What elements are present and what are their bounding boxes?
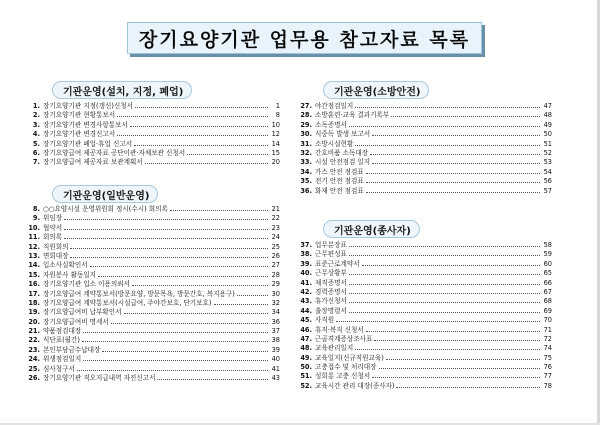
- toc-item-page: 15: [271, 148, 280, 157]
- toc-item-page: 59: [543, 250, 552, 259]
- toc-item-title: 시설 안전점검 일지: [315, 158, 371, 167]
- toc-item-number: 24.: [28, 355, 40, 364]
- toc-item-page: 39: [271, 345, 280, 354]
- toc-item-page: 71: [543, 325, 552, 334]
- toc-item: [297, 288, 552, 297]
- dot-leader: [372, 131, 540, 136]
- toc-item: [25, 261, 280, 270]
- toc-item: [25, 102, 280, 111]
- toc-item-page: 69: [543, 306, 552, 315]
- toc-item-page: 70: [543, 316, 552, 325]
- toc-item-title: 소방훈련·교육 결과기록부: [315, 111, 390, 120]
- toc-item: [297, 140, 552, 149]
- toc-item-title: 소독증명서: [315, 120, 347, 129]
- toc-item-number: 11.: [28, 233, 40, 242]
- toc-item-title: 장기요양급여 계약통보서(방문요양, 방문목욕, 방문간호, 복지용구): [43, 289, 235, 298]
- toc-item: [297, 354, 552, 363]
- toc-item-number: 26.: [28, 374, 40, 383]
- toc-item-title: 장기요양기관 폐업·휴업 신고서: [43, 139, 133, 148]
- dot-leader: [349, 289, 540, 294]
- toc-item-number: 35.: [300, 177, 312, 186]
- toc-item-page: 49: [543, 120, 552, 129]
- dot-leader: [379, 364, 540, 369]
- toc-item-number: 13.: [28, 251, 40, 260]
- toc-item-page: 76: [543, 363, 552, 372]
- toc-item: [25, 336, 280, 345]
- toc-item-title: 장기요양급여 계약통보서(시설급여, 주야간보호, 단기보호): [43, 298, 212, 307]
- toc-item: [25, 374, 280, 383]
- toc-item-page: 37: [271, 327, 280, 336]
- toc-item-title: 약품점검대장: [43, 327, 82, 336]
- toc-item-page: 65: [543, 269, 552, 278]
- toc-item-number: 14.: [28, 261, 40, 270]
- toc-item-page: 72: [543, 334, 552, 343]
- dot-leader: [355, 345, 540, 350]
- toc-item-title: 식중독 발생 보고서: [315, 130, 371, 139]
- toc-item-title: 장기요양기관 지정(갱신)신청서: [43, 102, 134, 110]
- toc-item: [297, 121, 552, 130]
- toc-item-page: 77: [543, 372, 552, 381]
- toc-list-general-operation: [25, 205, 280, 383]
- toc-item-title: 휴가신청서: [315, 297, 347, 306]
- toc-item-number: 45.: [300, 316, 312, 325]
- toc-item-page: 43: [271, 374, 280, 383]
- dot-leader: [132, 281, 268, 286]
- toc-item-page: 74: [543, 344, 552, 353]
- dot-leader: [70, 253, 268, 258]
- toc-item: [25, 318, 280, 327]
- toc-item-title: 면회대장: [43, 251, 69, 260]
- toc-item-title: 장기요양급여비 납부확인서: [43, 308, 122, 317]
- toc-item-number: 5.: [32, 139, 40, 148]
- toc-item: [25, 308, 280, 317]
- toc-item-title: 출장명령서: [315, 306, 347, 315]
- dot-leader: [157, 375, 268, 380]
- toc-item-page: 66: [543, 278, 552, 287]
- dot-leader: [82, 337, 268, 342]
- toc-item-page: 68: [543, 297, 552, 306]
- toc-item-title: 야간점검일지: [315, 102, 354, 110]
- toc-item-number: 16.: [28, 280, 40, 289]
- toc-item: [297, 168, 552, 177]
- toc-item-number: 41.: [300, 278, 312, 287]
- toc-item-number: 38.: [300, 250, 312, 259]
- toc-item-page: 51: [543, 139, 552, 148]
- toc-item-page: 26: [271, 251, 280, 260]
- toc-item-page: 25: [271, 242, 280, 251]
- toc-item-title: 본인부담금수납대장: [43, 345, 101, 354]
- toc-item-title: 소방시설현황: [315, 139, 354, 148]
- toc-item: [25, 252, 280, 261]
- dot-leader: [355, 141, 540, 146]
- dot-leader: [336, 317, 540, 322]
- toc-item-page: 67: [543, 287, 552, 296]
- toc-item: [25, 111, 280, 120]
- toc-item-number: 2.: [32, 111, 40, 120]
- dot-leader: [135, 103, 268, 108]
- toc-item-page: 12: [271, 130, 280, 139]
- toc-item: [25, 327, 280, 336]
- toc-item-page: 1: [275, 102, 280, 110]
- toc-item-title: 성희롱 고충 신청서: [315, 372, 371, 381]
- toc-item-number: 25.: [28, 364, 40, 373]
- dot-leader: [349, 251, 540, 256]
- toc-item-page: 21: [271, 205, 280, 213]
- toc-item-page: 22: [271, 214, 280, 223]
- toc-item-number: 28.: [300, 111, 312, 120]
- toc-item: [297, 316, 552, 325]
- toc-item: [25, 355, 280, 364]
- toc-item: [25, 224, 280, 233]
- dot-leader: [124, 309, 268, 314]
- toc-item-number: 15.: [28, 270, 40, 279]
- dot-leader: [366, 327, 540, 332]
- toc-item: [297, 187, 552, 196]
- toc-item: [297, 177, 552, 186]
- toc-item-page: 54: [543, 167, 552, 176]
- toc-item-title: 사직원: [315, 316, 335, 325]
- toc-item: [297, 260, 552, 269]
- toc-item-title: 장기요양급여 제공자료 공단이관·자체보관 신청서: [43, 148, 186, 157]
- toc-item: [25, 280, 280, 289]
- toc-item-page: 52: [543, 148, 552, 157]
- dot-leader: [349, 270, 540, 275]
- dot-leader: [386, 355, 540, 360]
- toc-item-number: 6.: [32, 148, 40, 157]
- toc-item: [297, 326, 552, 335]
- dot-leader: [117, 131, 268, 136]
- toc-item-page: 34: [271, 308, 280, 317]
- dot-leader: [117, 112, 268, 117]
- dot-leader: [134, 141, 268, 146]
- dot-leader: [90, 262, 268, 267]
- dot-leader: [370, 150, 540, 155]
- toc-item-number: 36.: [300, 186, 312, 195]
- toc-item: [25, 271, 280, 280]
- dot-leader: [237, 291, 268, 296]
- toc-list-installation: [25, 102, 280, 168]
- toc-item-page: 27: [271, 261, 280, 270]
- toc-item-page: 23: [271, 223, 280, 232]
- toc-item-number: 40.: [300, 269, 312, 278]
- toc-item-page: 32: [271, 298, 280, 307]
- toc-item-title: 장기요양기관 입소 이용의뢰서: [43, 280, 130, 289]
- toc-item-number: 19.: [28, 308, 40, 317]
- toc-item-title: 간호비품 소독대장: [315, 148, 369, 157]
- toc-item-title: 장기요양기관 현황통보서: [43, 111, 116, 120]
- toc-item-number: 9.: [32, 214, 40, 223]
- toc-item-title: 업무분장표: [315, 241, 347, 249]
- toc-item-number: 1.: [32, 102, 40, 110]
- dot-leader: [391, 112, 540, 117]
- toc-item-title: 장기요양급여 제공자료 보관계획서: [43, 158, 143, 167]
- toc-item-number: 12.: [28, 242, 40, 251]
- dot-leader: [349, 122, 540, 127]
- toc-item: [297, 102, 552, 111]
- toc-item-page: 14: [271, 139, 280, 148]
- dot-leader: [70, 244, 268, 249]
- toc-item-page: 40: [271, 355, 280, 364]
- toc-item-number: 48.: [300, 344, 312, 353]
- dot-leader: [366, 169, 540, 174]
- toc-item-page: 53: [543, 158, 552, 167]
- toc-item: [297, 297, 552, 306]
- toc-item: [297, 372, 552, 381]
- toc-item-title: 심사청구서: [43, 364, 75, 373]
- dot-leader: [366, 178, 540, 183]
- document-title: 장기요양기관 업무용 참고자료 목록: [138, 28, 471, 51]
- toc-item: [297, 335, 552, 344]
- toc-item-title: 고충접수 및 처리대장: [315, 363, 377, 372]
- dot-leader: [362, 261, 540, 266]
- toc-item-title: 근무상황부: [315, 269, 347, 278]
- toc-item-title: 장기요양기관 변경신고서: [43, 130, 116, 139]
- dot-leader: [349, 308, 540, 313]
- toc-item-number: 50.: [300, 363, 312, 372]
- toc-item-title: 재직증명서: [315, 278, 347, 287]
- toc-item: [25, 130, 280, 139]
- dot-leader: [374, 336, 540, 341]
- toc-item-page: 75: [543, 353, 552, 362]
- toc-item-number: 44.: [300, 306, 312, 315]
- toc-item: [25, 121, 280, 130]
- toc-item-number: 22.: [28, 336, 40, 345]
- dot-leader: [355, 103, 540, 108]
- dot-leader: [372, 159, 540, 164]
- toc-item-page: 41: [271, 364, 280, 373]
- toc-item-page: 50: [543, 130, 552, 139]
- toc-item-number: 10.: [28, 223, 40, 232]
- toc-item-number: 18.: [28, 298, 40, 307]
- dot-leader: [77, 366, 268, 371]
- toc-item-title: 자원봉사 활동일지: [43, 270, 97, 279]
- toc-item: [297, 130, 552, 139]
- toc-item-title: 식단표(월간): [43, 336, 80, 345]
- toc-item-title: 장기요양기관 변경사항통보서: [43, 120, 128, 129]
- toc-item-page: 8: [275, 111, 280, 120]
- toc-item: [297, 269, 552, 278]
- dot-leader: [98, 272, 268, 277]
- toc-item-page: 48: [543, 111, 552, 120]
- toc-item-number: 8.: [32, 205, 40, 213]
- toc-item-number: 27.: [300, 102, 312, 110]
- toc-list-fire-safety: [297, 102, 552, 196]
- toc-item-title: 장기요양기관 직오지급내역 자진신고서: [43, 374, 156, 383]
- toc-item-title: 교육관리일지: [315, 344, 354, 353]
- toc-item-title: 입소사실확인서: [43, 261, 88, 270]
- toc-item-title: 휴직·복직 신청서: [315, 325, 364, 334]
- toc-item-page: 78: [543, 381, 552, 390]
- toc-item-number: 47.: [300, 334, 312, 343]
- toc-item: [297, 111, 552, 120]
- toc-item-number: 29.: [300, 120, 312, 129]
- toc-item-number: 30.: [300, 130, 312, 139]
- toc-item: [297, 279, 552, 288]
- toc-item: [25, 346, 280, 355]
- toc-item-number: 23.: [28, 345, 40, 354]
- toc-item-title: 경력증명서: [315, 287, 347, 296]
- toc-item: [297, 158, 552, 167]
- toc-item-page: 58: [543, 241, 552, 249]
- toc-item-title: 위임장: [43, 214, 63, 223]
- dot-leader: [83, 356, 268, 361]
- toc-item-number: 31.: [300, 139, 312, 148]
- toc-item-page: 20: [271, 158, 280, 167]
- toc-item: [297, 307, 552, 316]
- toc-item-number: 49.: [300, 353, 312, 362]
- toc-item-number: 34.: [300, 167, 312, 176]
- toc-item-number: 43.: [300, 297, 312, 306]
- toc-item: [297, 344, 552, 353]
- toc-item: [25, 243, 280, 252]
- toc-item-page: 47: [543, 102, 552, 110]
- toc-item-number: 21.: [28, 327, 40, 336]
- toc-item-title: 협약서: [43, 223, 63, 232]
- toc-item-title: 위생점검일지: [43, 355, 82, 364]
- toc-item-number: 4.: [32, 130, 40, 139]
- dot-leader: [64, 215, 268, 220]
- toc-item: [25, 158, 280, 167]
- toc-item-number: 3.: [32, 120, 40, 129]
- dot-leader: [130, 122, 268, 127]
- toc-item-page: 24: [271, 233, 280, 242]
- toc-item-page: 38: [271, 336, 280, 345]
- toc-item: [25, 299, 280, 308]
- dot-leader: [214, 300, 269, 305]
- dot-leader: [349, 242, 540, 247]
- dot-leader: [83, 328, 268, 333]
- toc-item: [297, 363, 552, 372]
- toc-item: [297, 250, 552, 259]
- toc-item-page: 56: [543, 177, 552, 186]
- toc-item-title: 화재 안전 점검표: [315, 186, 364, 195]
- dot-leader: [187, 150, 268, 155]
- toc-item-number: 32.: [300, 148, 312, 157]
- toc-item: [25, 365, 280, 374]
- section-header-installation: 기관운영(설치, 지정, 폐업): [52, 81, 192, 99]
- dot-leader: [111, 319, 268, 324]
- toc-item-page: 57: [543, 186, 552, 195]
- toc-item-number: 51.: [300, 372, 312, 381]
- toc-item: [25, 214, 280, 223]
- toc-item-title: 근골격계증상조사표: [315, 334, 373, 343]
- toc-item-page: 60: [543, 259, 552, 268]
- document-title-box: [127, 22, 482, 54]
- toc-item-title: 교육일지(신규직원교육): [315, 353, 384, 362]
- section-header-general-operation: 기관운영(일반운영): [52, 185, 158, 203]
- dot-leader: [64, 234, 268, 239]
- toc-item-page: 36: [271, 317, 280, 326]
- toc-item-title: 회의록: [43, 233, 63, 242]
- toc-item: [25, 233, 280, 242]
- toc-item: [25, 290, 280, 299]
- dot-leader: [349, 298, 540, 303]
- toc-item: [25, 149, 280, 158]
- toc-item-number: 33.: [300, 158, 312, 167]
- dot-leader: [396, 383, 540, 388]
- toc-item-number: 17.: [28, 289, 40, 298]
- dot-leader: [366, 188, 540, 193]
- toc-item-page: 10: [271, 120, 280, 129]
- toc-item-number: 42.: [300, 287, 312, 296]
- toc-item-number: 20.: [28, 317, 40, 326]
- section-header-fire-safety: 기관운영(소방안전): [323, 81, 429, 99]
- dot-leader: [64, 225, 268, 230]
- toc-item-title: 근무편성표: [315, 250, 347, 259]
- toc-item-page: 29: [271, 280, 280, 289]
- toc-item: [297, 241, 552, 250]
- toc-item-number: 39.: [300, 259, 312, 268]
- dot-leader: [102, 347, 268, 352]
- dot-leader: [170, 206, 268, 211]
- toc-item-page: 30: [271, 289, 280, 298]
- toc-item-title: 표준근로계약서: [315, 259, 360, 268]
- toc-item-title: 전기 안전 점검표: [315, 177, 364, 186]
- toc-item-page: 28: [271, 270, 280, 279]
- toc-item-number: 7.: [32, 158, 40, 167]
- section-header-staff: 기관운영(종사자): [323, 220, 420, 238]
- dot-leader: [349, 280, 540, 285]
- toc-item: [297, 382, 552, 391]
- toc-item-number: 52.: [300, 381, 312, 390]
- toc-item-title: 교육시간 관리 대장(종사자): [315, 381, 395, 390]
- toc-item: [25, 140, 280, 149]
- toc-list-staff: [297, 241, 552, 391]
- dot-leader: [372, 373, 540, 378]
- toc-item-title: 장기요양급여비 명세서: [43, 317, 109, 326]
- toc-item: [297, 149, 552, 158]
- toc-item-title: 직원회의: [43, 242, 69, 251]
- toc-item-title: ○○요양시설 운영위원회 정시(수시) 회의록: [43, 205, 168, 213]
- toc-item: [25, 205, 280, 214]
- toc-item-title: 가스 안전 점검표: [315, 167, 364, 176]
- dot-leader: [145, 159, 268, 164]
- toc-item-number: 46.: [300, 325, 312, 334]
- toc-item-number: 37.: [300, 241, 312, 249]
